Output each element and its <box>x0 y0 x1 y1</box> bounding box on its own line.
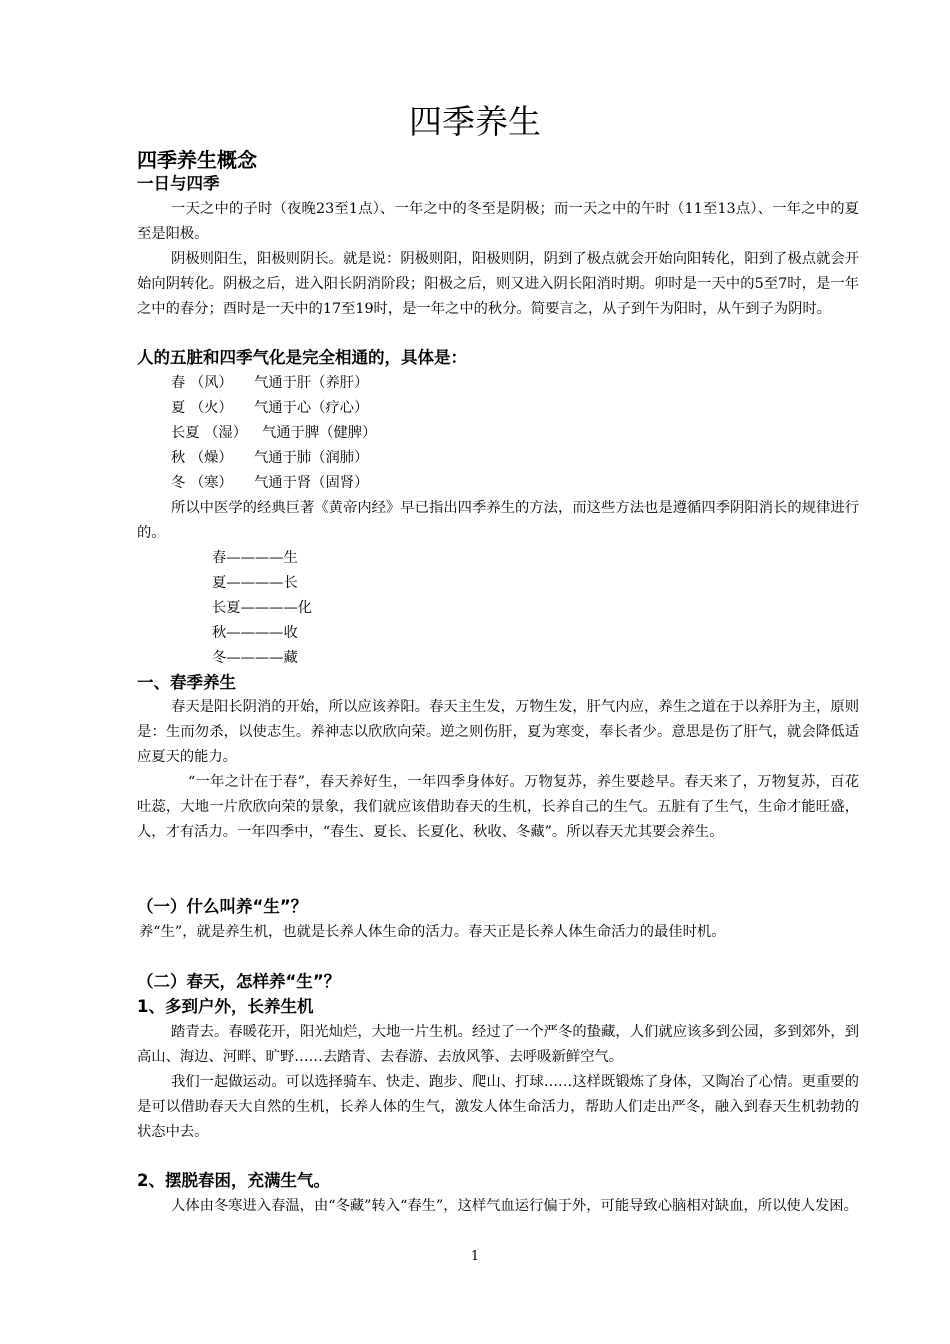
paragraph-spring-plan: “一年之计在于春”，春天养好生，一年四季身体好。万物复苏，养生要趁早。春天来了，万物复苏，百花吐蕊，大地一片欣欣向荣的景象，我们就应该借助春天的生机，长养自己的生气。五脏有了生气，生命才能旺盛，人，才有活力。一年四季中，“春生、夏长、长夏化、秋收、冬藏”。所以春天尤其要会养生。 <box>137 774 859 840</box>
organ-text: 气通于肝（养肝） <box>254 375 369 391</box>
organ-season-label: 春 （风） <box>171 375 233 391</box>
paragraph-huangdi-neijing: 所以中医学的经典巨著《黄帝内经》早已指出四季养生的方法，而这些方法也是遵循四季阴阳消长的规律进行的。 <box>137 500 859 541</box>
document-title: 四季养生 <box>409 102 541 141</box>
cycle-item: 长夏————化 <box>212 600 313 616</box>
cycle-item: 春————生 <box>212 550 298 566</box>
organ-season-label: 秋 （燥） <box>171 450 233 466</box>
page-number: 1 <box>470 1249 480 1264</box>
item-heading-spring-fatigue: 2、摆脱春困，充满生气。 <box>137 1171 330 1190</box>
question-heading-how: （二）春天，怎样养“生”？ <box>137 972 341 991</box>
paragraph-spring-fatigue: 人体由冬寒进入春温，由“冬藏”转入“春生”，这样气血运行偏于外，可能导致心脑相对缺血，所以使人发困。 <box>171 1198 858 1214</box>
cycle-item: 秋————收 <box>212 625 298 641</box>
paragraph-spring-yang: 春天是阳长阴消的开始，所以应该养阳。春天主生发，万物生发，肝气内应，养生之道在于以养肝为主，原则是：生而勿杀，以使志生。养神志以欣欣向荣。逆之则伤肝，夏为寒变，奉长者少。意思是伤了肝气，就会降低适应夏天的能力。 <box>137 699 859 765</box>
organ-season-label: 长夏 （湿） <box>171 425 248 441</box>
organ-season-label: 夏 （火） <box>171 400 233 416</box>
organ-text: 气通于肾（固肾） <box>254 475 369 491</box>
paragraph-outing: 踏青去。春暖花开，阳光灿烂，大地一片生机。经过了一个严冬的蛰藏，人们就应该多到公园，多到郊外，到高山、海边、河畔、旷野……去踏青、去春游、去放风筝、去呼吸新鲜空气。 <box>137 1024 859 1065</box>
organ-text: 气通于脾（健脾） <box>262 425 377 441</box>
organ-season-label: 冬 （寒） <box>171 475 233 491</box>
item-heading-outdoors: 1、多到户外，长养生机 <box>137 997 314 1016</box>
subheading-day-season: 一日与四季 <box>137 174 220 193</box>
cycle-item: 冬————藏 <box>212 650 298 666</box>
paragraph-yin-yang-extremes: 一天之中的子时（夜晚23至1点）、一年之中的冬至是阴极；而一天之中的午时（11至13点）、一年之中的夏至是阳极。 <box>137 201 859 242</box>
paragraph-exercise: 我们一起做运动。可以选择骑车、快走、跑步、爬山、打球……这样既锻炼了身体，又陶冶了心情。更重要的是可以借助春天大自然的生机，长养人体的生气，激发人体生命活力，帮助人们走出严冬，融入到春天生机勃勃的状态中去。 <box>137 1074 859 1140</box>
section-heading-concept: 四季养生概念 <box>137 148 257 172</box>
paragraph-what-is-sheng: 养“生”，就是养生机，也就是长养人体生命的活力。春天正是长养人体生命活力的最佳时机。 <box>139 924 726 940</box>
organ-text: 气通于心（疗心） <box>254 400 369 416</box>
organ-text: 气通于肺（润肺） <box>254 450 369 466</box>
cycle-item: 夏————长 <box>212 575 298 591</box>
section-heading-spring: 一、春季养生 <box>137 673 236 692</box>
subheading-organs-seasons: 人的五脏和四季气化是完全相通的，具体是： <box>137 348 467 367</box>
question-heading-what: （一）什么叫养“生”？ <box>137 897 308 916</box>
paragraph-yin-yang-transform: 阴极则阳生，阳极则阴长。就是说：阴极则阳，阳极则阴，阴到了极点就会开始向阳转化，阳到了极点就会开始向阴转化。阴极之后，进入阳长阴消阶段；阳极之后，则又进入阴长阳消时期。卯时是一天中的5至7时，是一年之中的春分；酉时是一天中的17至19时，是一年之中的秋分。简要言之，从子到午为阳时，从午到子为阴时。 <box>137 251 859 317</box>
